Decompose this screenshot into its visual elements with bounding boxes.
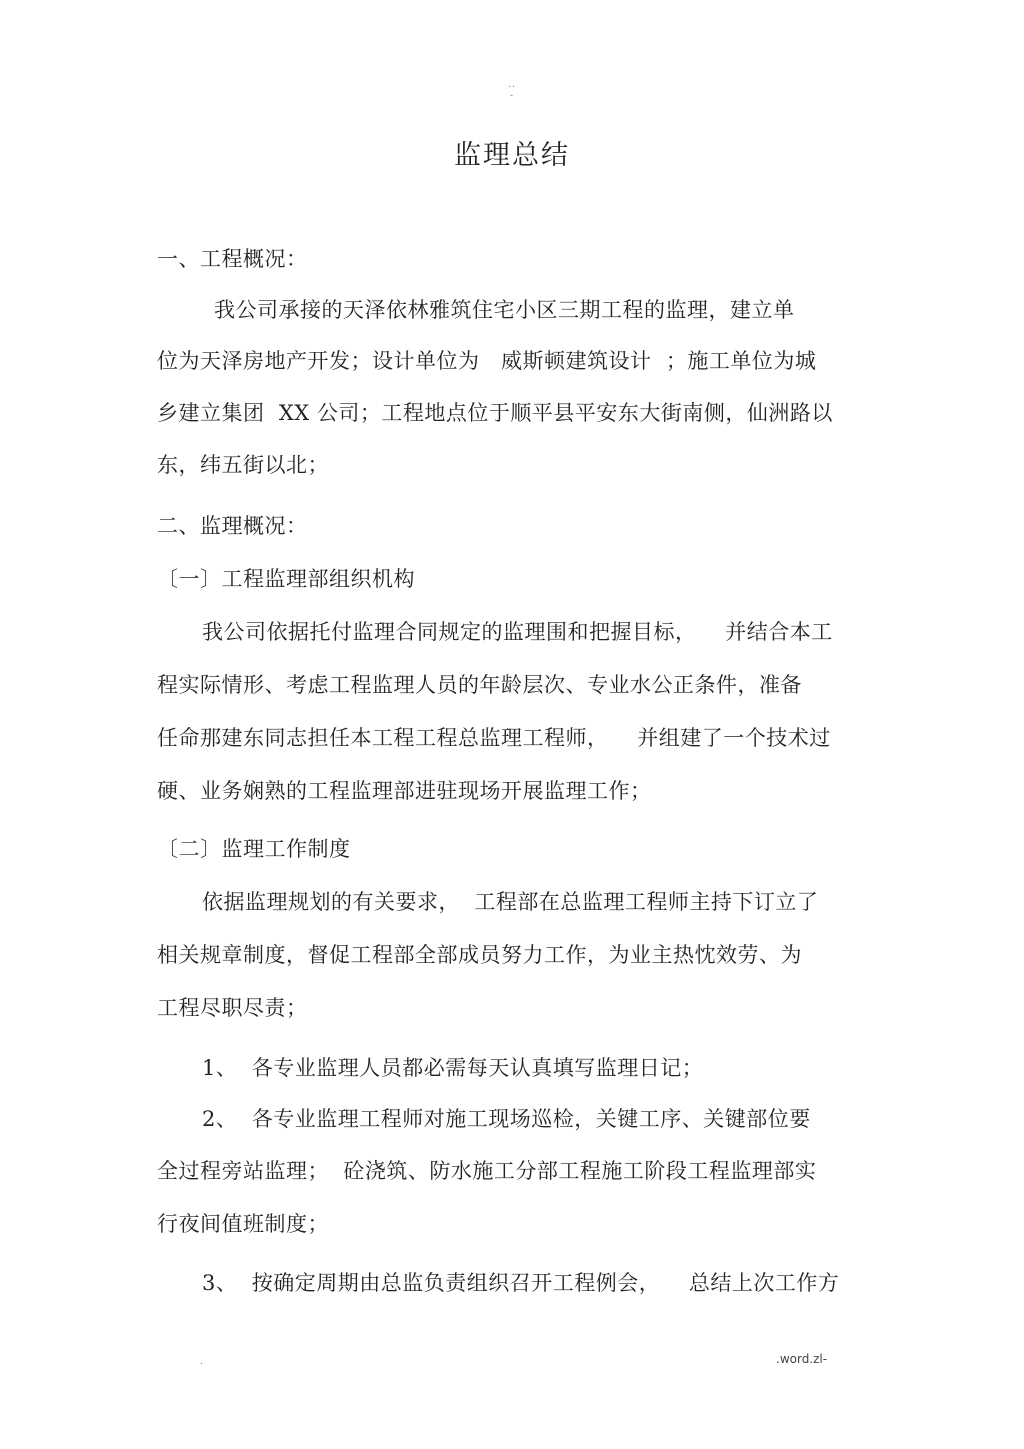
list-item-1: 1、 各专业监理人员都必需每天认真填写监理日记； <box>202 1056 704 1080</box>
paragraph-line: 乡建立集团 XX 公司；工程地点位于顺平县平安东大街南侧，仙洲路以 <box>157 401 833 425</box>
section-heading-1: 一、工程概况： <box>157 247 308 271</box>
paragraph-line: 全过程旁站监理； 砼浇筑、防水施工分部工程施工阶段工程监理部实 <box>157 1159 817 1183</box>
subsection-heading-1: 〔一〕工程监理部组织机构 <box>157 567 415 591</box>
paragraph-line: 任命那建东同志担任本工程工程总监理工程师， 并组建了一个技术过 <box>157 726 831 750</box>
paragraph-line: 相关规章制度，督促工程部全部成员努力工作，为业主热忱效劳、为 <box>157 943 802 967</box>
paragraph-line: 程实际情形、考虑工程监理人员的年龄层次、专业水公正条件，准备 <box>157 673 802 697</box>
paragraph-line: 我公司依据托付监理合同规定的监理围和把握目标， 并结合本工 <box>202 620 833 644</box>
paragraph-line: 行夜间值班制度； <box>157 1212 329 1236</box>
header-mark-bottom: - <box>509 91 515 101</box>
list-item-3: 3、 按确定周期由总监负责组织召开工程例会， 总结上次工作方 <box>202 1271 840 1295</box>
list-item-2: 2、 各专业监理工程师对施工现场巡检，关键工序、关键部位要 <box>202 1107 811 1131</box>
footer-watermark: .word.zl- <box>776 1352 828 1366</box>
paragraph-line: 位为天泽房地产开发；设计单位为 威斯顿建筑设计 ；施工单位为城 <box>157 349 817 373</box>
header-mark-top: .. <box>508 80 516 90</box>
paragraph-line: 硬、业务娴熟的工程监理部进驻现场开展监理工作； <box>157 779 652 803</box>
section-heading-2: 二、监理概况： <box>157 514 308 538</box>
paragraph-line: 依据监理规划的有关要求， 工程部在总监理工程师主持下订立了 <box>202 890 819 914</box>
paragraph-line: 我公司承接的天泽依林雅筑住宅小区三期工程的监理，建立单 <box>214 298 795 322</box>
document-title: 监理总结 <box>454 140 570 171</box>
footer-left-mark: . <box>200 1357 203 1367</box>
subsection-heading-2: 〔二〕监理工作制度 <box>157 837 351 861</box>
paragraph-line: 工程尽职尽责； <box>157 996 308 1020</box>
paragraph-line: 东，纬五街以北； <box>157 453 329 477</box>
